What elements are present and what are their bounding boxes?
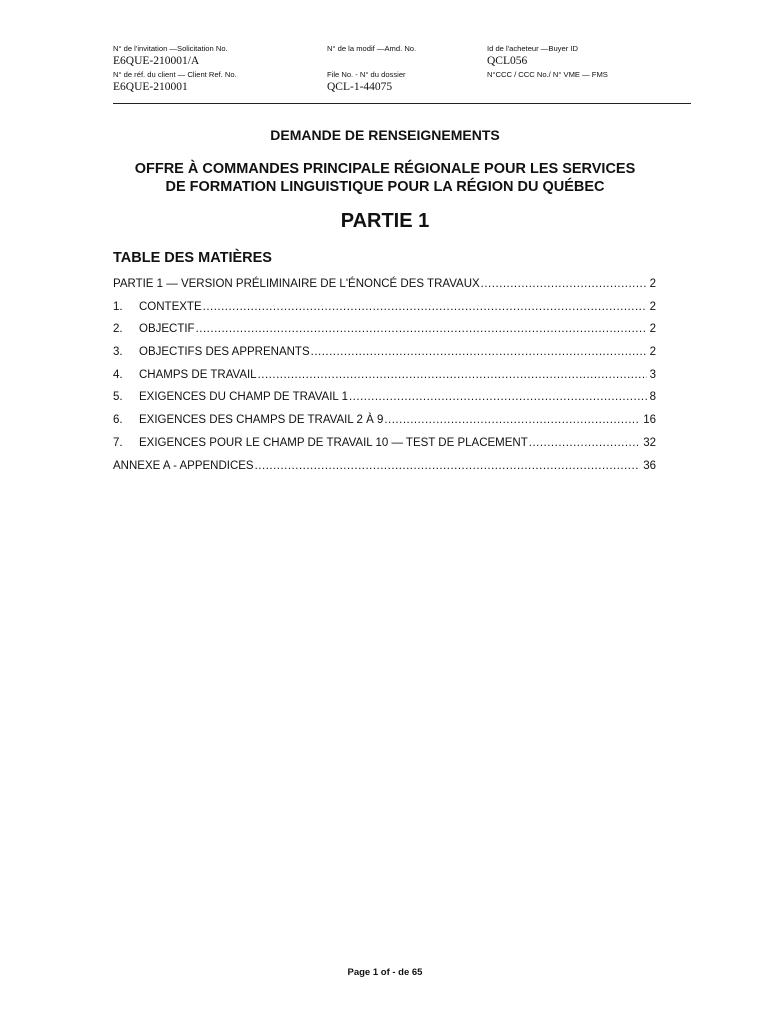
toc-leader-dots: [311, 346, 647, 358]
toc-entry[interactable]: [113, 391, 656, 414]
toc-leader-dots: [196, 323, 647, 335]
client-ref-value: E6QUE-210001: [113, 81, 188, 93]
request-title: DEMANDE DE RENSEIGNEMENTS: [270, 127, 500, 143]
toc-entry-text: OBJECTIFS DES APPRENANTS: [139, 346, 310, 359]
file-value: QCL-1-44075: [327, 81, 393, 93]
buyer-value: QCL056: [487, 55, 528, 67]
table-of-contents: [113, 278, 656, 482]
toc-entry-page: 16: [643, 414, 656, 427]
amendment-label: N° de la modif —Amd. No.: [327, 44, 417, 53]
toc-entry[interactable]: [113, 301, 656, 324]
toc-entry-text: PARTIE 1 — VERSION PRÉLIMINAIRE DE L'ÉNONCÉ DES TRAVAUX: [113, 278, 480, 290]
toc-entry-number: 2.: [113, 323, 123, 336]
part-title: PARTIE 1: [340, 210, 430, 232]
toc-leader-dots: [349, 391, 647, 403]
toc-entry-page: 2: [649, 346, 656, 359]
toc-entry-page: 3: [649, 368, 656, 381]
toc-entry-text: CONTEXTE: [139, 300, 202, 313]
toc-entry-number: 7.: [113, 436, 123, 449]
toc-entry-number: 6.: [113, 414, 123, 427]
toc-entry[interactable]: [113, 437, 656, 460]
offer-title-line-1: OFFRE À COMMANDES PRINCIPALE RÉGIONALE POUR LES SERVICES: [134, 161, 636, 177]
toc-entry-text: ANNEXE A - APPENDICES: [113, 459, 254, 472]
toc-leader-dots: [255, 460, 641, 472]
toc-entry[interactable]: [113, 414, 656, 437]
solicitation-block: [113, 44, 228, 68]
toc-entry-number: 1.: [113, 300, 123, 313]
solicitation-value: E6QUE-210001/A: [113, 55, 200, 67]
toc-entry-page: 36: [643, 459, 656, 472]
toc-entry-number: 5.: [113, 391, 123, 404]
toc-entry-page: 2: [649, 300, 656, 313]
client-ref-label: N° de réf. du client — Client Ref. No.: [113, 70, 237, 79]
file-block: [327, 70, 406, 94]
toc-leader-dots: [481, 278, 647, 290]
file-label: File No. - N° du dossier: [327, 70, 406, 79]
offer-title: [0, 160, 770, 196]
header-divider: [113, 103, 691, 104]
toc-leader-dots: [529, 437, 640, 449]
toc-entry-text: CHAMPS DE TRAVAIL: [139, 368, 257, 381]
toc-entry-page: 32: [643, 436, 656, 449]
client-ref-block: [113, 70, 237, 94]
toc-entry-page: 8: [649, 391, 656, 404]
toc-entry-number: 4.: [113, 368, 123, 381]
page-footer: Page 1 of - de 65: [347, 967, 423, 978]
ccc-label: N°CCC / CCC No./ N° VME — FMS: [487, 70, 608, 79]
toc-entry[interactable]: [113, 278, 656, 301]
toc-leader-dots: [258, 369, 647, 381]
toc-entry[interactable]: [113, 460, 656, 483]
toc-entry[interactable]: [113, 369, 656, 392]
toc-leader-dots: [203, 301, 647, 313]
toc-entry-page: 2: [649, 323, 656, 336]
toc-entry[interactable]: [113, 323, 656, 346]
toc-entry-number: 3.: [113, 346, 123, 359]
toc-leader-dots: [384, 414, 640, 426]
solicitation-label: N° de l'invitation —Solicitation No.: [113, 44, 228, 53]
buyer-label: Id de l'acheteur —Buyer ID: [487, 44, 578, 53]
toc-entry-text: EXIGENCES DES CHAMPS DE TRAVAIL 2 À 9: [139, 414, 384, 427]
toc-entry-text: EXIGENCES POUR LE CHAMP DE TRAVAIL 10 — TEST DE PLACEMENT: [139, 436, 528, 449]
amendment-block: [327, 44, 416, 54]
ccc-block: [487, 70, 608, 80]
toc-entry-text: EXIGENCES DU CHAMP DE TRAVAIL 1: [139, 391, 348, 404]
buyer-block: [487, 44, 578, 68]
toc-entry[interactable]: [113, 346, 656, 369]
toc-heading: TABLE DES MATIÈRES: [113, 250, 272, 266]
offer-title-line-2: DE FORMATION LINGUISTIQUE POUR LA RÉGION DU QUÉBEC: [165, 179, 605, 195]
toc-entry-page: 2: [649, 278, 656, 290]
toc-entry-text: OBJECTIF: [139, 323, 195, 336]
